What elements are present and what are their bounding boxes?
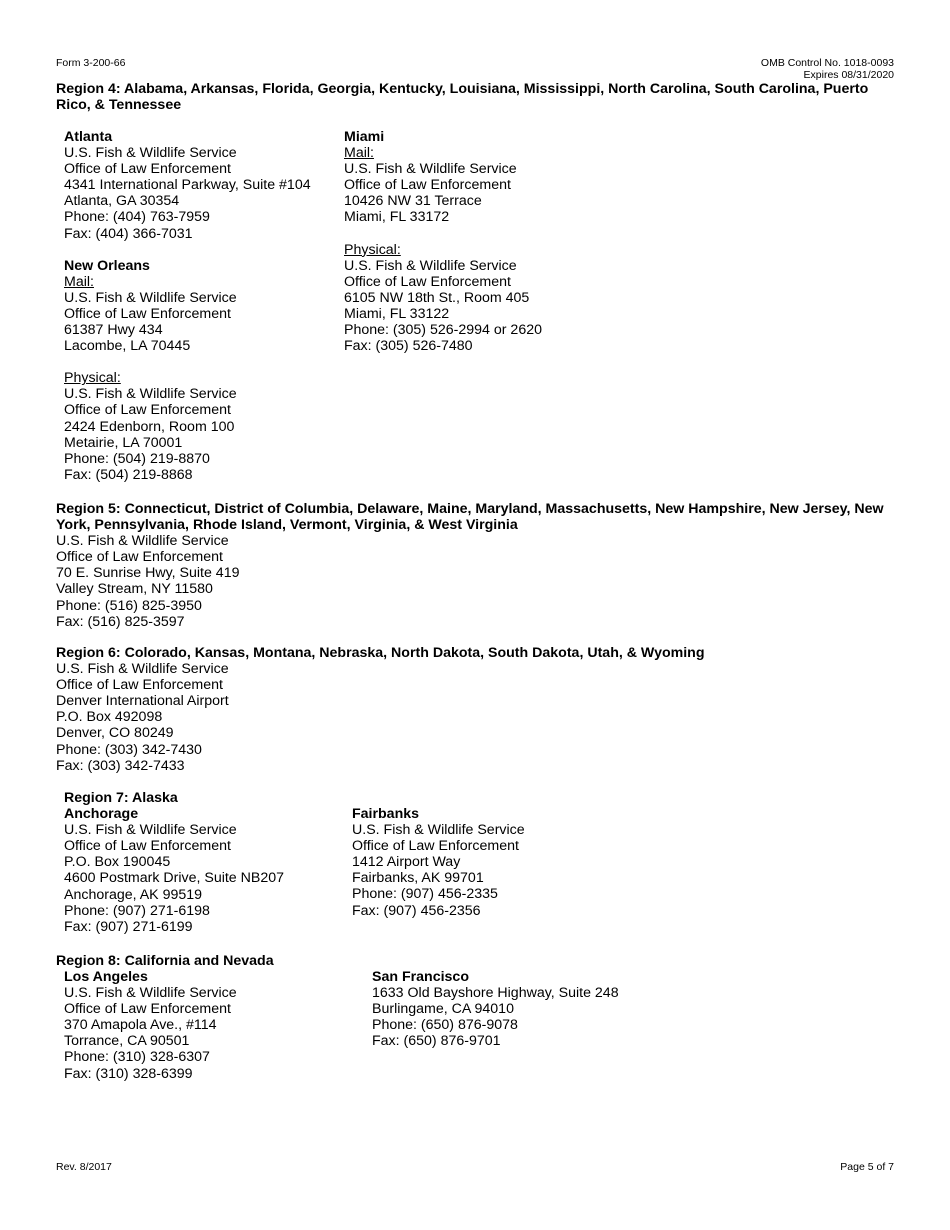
address-line: U.S. Fish & Wildlife Service <box>64 822 237 839</box>
office-name: Fairbanks <box>352 806 420 822</box>
address-line: Anchorage, AK 99519 <box>64 886 203 903</box>
form-number: Form 3-200-66 <box>56 57 126 69</box>
physical-label: Physical: <box>64 370 121 387</box>
physical-label: Physical: <box>344 241 401 258</box>
address-line: 1412 Airport Way <box>352 854 461 871</box>
atlanta-office <box>64 129 311 483</box>
fax-line: Fax: (404) 366-7031 <box>64 225 193 242</box>
region7-title: Region 7: Alaska <box>64 790 178 806</box>
address-line: U.S. Fish & Wildlife Service <box>64 386 237 403</box>
phone-line: Phone: (310) 328-6307 <box>64 1049 210 1066</box>
address-line: Office of Law Enforcement <box>64 402 231 419</box>
address-line: U.S. Fish & Wildlife Service <box>56 661 229 678</box>
anchorage-office <box>64 790 284 935</box>
address-line: Metairie, LA 70001 <box>64 434 183 451</box>
page-number: Page 5 of 7 <box>840 1161 894 1173</box>
address-line: U.S. Fish & Wildlife Service <box>64 289 237 306</box>
mail-label: Mail: <box>344 145 374 162</box>
address-line: Burlingame, CA 94010 <box>372 1001 514 1018</box>
address-line: P.O. Box 190045 <box>64 854 171 871</box>
address-line: Torrance, CA 90501 <box>64 1033 190 1050</box>
fax-line: Fax: (650) 876-9701 <box>372 1033 501 1050</box>
address-line: U.S. Fish & Wildlife Service <box>344 161 517 178</box>
address-line: 70 E. Sunrise Hwy, Suite 419 <box>56 565 240 582</box>
los-angeles-office <box>64 969 237 1082</box>
mail-label: Mail: <box>64 273 94 290</box>
region6-title: Region 6: Colorado, Kansas, Montana, Nebraska, North Dakota, South Dakota, Utah, & Wyoming <box>56 645 705 661</box>
phone-line: Phone: (516) 825-3950 <box>56 597 202 614</box>
address-line: Office of Law Enforcement <box>344 177 511 194</box>
address-line: U.S. Fish & Wildlife Service <box>56 533 229 550</box>
address-line: Office of Law Enforcement <box>344 273 511 290</box>
address-line: 4600 Postmark Drive, Suite NB207 <box>64 870 285 887</box>
fax-line: Fax: (516) 825-3597 <box>56 613 185 630</box>
address-line: U.S. Fish & Wildlife Service <box>64 145 237 162</box>
address-line: 61387 Hwy 434 <box>64 322 163 339</box>
address-line: Denver International Airport <box>56 693 229 710</box>
address-line: 2424 Edenborn, Room 100 <box>64 418 235 435</box>
address-line: U.S. Fish & Wildlife Service <box>64 985 237 1002</box>
fairbanks-office <box>352 806 525 919</box>
address-line: Miami, FL 33122 <box>344 305 450 322</box>
address-line: Office of Law Enforcement <box>64 305 231 322</box>
region5-section <box>56 501 884 630</box>
address-line: 4341 International Parkway, Suite #104 <box>64 177 311 194</box>
region8-title: Region 8: California and Nevada <box>56 953 274 969</box>
office-name: Los Angeles <box>64 969 148 985</box>
address-line: Office of Law Enforcement <box>64 161 231 178</box>
address-line: Office of Law Enforcement <box>352 838 519 855</box>
address-line: Lacombe, LA 70445 <box>64 338 191 355</box>
phone-line: Phone: (907) 456-2335 <box>352 886 498 903</box>
address-line: Denver, CO 80249 <box>56 725 174 742</box>
address-line: Office of Law Enforcement <box>64 1001 231 1018</box>
fax-line: Fax: (310) 328-6399 <box>64 1065 193 1082</box>
address-line: Valley Stream, NY 11580 <box>56 581 213 598</box>
fax-line: Fax: (907) 456-2356 <box>352 902 481 919</box>
address-line: 1633 Old Bayshore Highway, Suite 248 <box>372 985 619 1002</box>
region6-section <box>56 645 705 774</box>
phone-line: Phone: (504) 219-8870 <box>64 450 210 467</box>
office-name: Atlanta <box>64 129 113 145</box>
phone-line: Phone: (907) 271-6198 <box>64 902 210 919</box>
address-line: Office of Law Enforcement <box>64 838 231 855</box>
omb-control-block <box>761 57 894 81</box>
phone-line: Phone: (303) 342-7430 <box>56 741 202 758</box>
expiration-date: Expires 08/31/2020 <box>803 69 894 81</box>
address-line: U.S. Fish & Wildlife Service <box>352 822 525 839</box>
fax-line: Fax: (305) 526-7480 <box>344 338 473 355</box>
san-francisco-office <box>372 969 619 1049</box>
address-line: Miami, FL 33172 <box>344 209 450 226</box>
address-line: 370 Amapola Ave., #114 <box>64 1017 217 1034</box>
region5-title-line2: York, Pennsylvania, Rhode Island, Vermont, Virginia, & West Virginia <box>56 517 518 534</box>
office-name: New Orleans <box>64 257 150 274</box>
region4-title <box>56 81 868 113</box>
address-line: 10426 NW 31 Terrace <box>344 193 482 210</box>
miami-office <box>344 129 542 354</box>
address-line: P.O. Box 492098 <box>56 709 163 726</box>
address-line: U.S. Fish & Wildlife Service <box>344 257 517 274</box>
address-line: Atlanta, GA 30354 <box>64 193 180 210</box>
office-name: Miami <box>344 129 385 145</box>
region5-title-line1: Region 5: Connecticut, District of Columbia, Delaware, Maine, Maryland, Massachusetts, New Hampshire, New Jersey, New <box>56 501 884 517</box>
phone-line: Phone: (404) 763-7959 <box>64 209 210 226</box>
fax-line: Fax: (504) 219-8868 <box>64 466 193 483</box>
region4-title-line2: Rico, & Tennessee <box>56 97 182 114</box>
phone-line: Phone: (650) 876-9078 <box>372 1017 518 1034</box>
address-line: 6105 NW 18th St., Room 405 <box>344 289 530 306</box>
office-name: San Francisco <box>372 969 469 985</box>
region4-title-line1: Region 4: Alabama, Arkansas, Florida, Georgia, Kentucky, Louisiana, Mississippi, North Carolina, South Carolina, Puerto <box>56 81 869 97</box>
omb-control-number: OMB Control No. 1018-0093 <box>760 57 894 69</box>
address-line: Office of Law Enforcement <box>56 677 223 694</box>
revision-date: Rev. 8/2017 <box>56 1161 112 1173</box>
fax-line: Fax: (907) 271-6199 <box>64 918 193 935</box>
phone-line: Phone: (305) 526-2994 or 2620 <box>344 322 542 339</box>
office-name: Anchorage <box>64 806 139 823</box>
address-line: Office of Law Enforcement <box>56 549 223 566</box>
fax-line: Fax: (303) 342-7433 <box>56 757 185 774</box>
address-line: Fairbanks, AK 99701 <box>352 870 484 887</box>
